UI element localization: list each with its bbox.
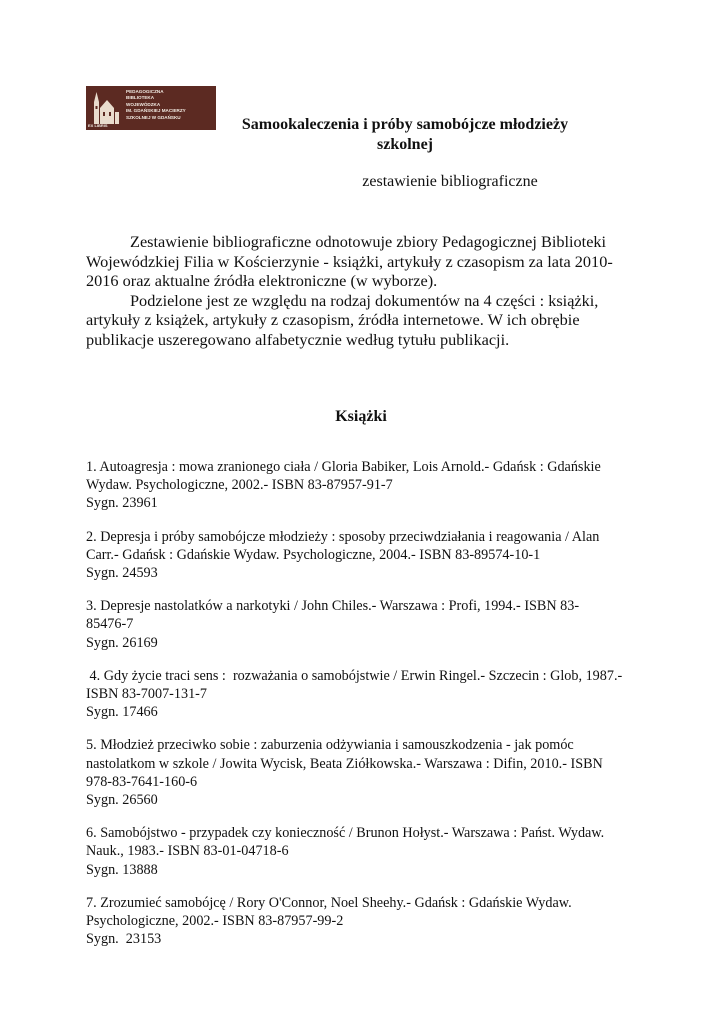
bibliography-entry xyxy=(86,894,636,949)
intro-section xyxy=(86,232,642,350)
entry-line: 978-83-7641-160-6 xyxy=(86,773,198,790)
entry-line: ISBN 83-7007-131-7 xyxy=(86,686,207,703)
intro-paragraph-2: Podzielone jest ze względu na rodzaj dokumentów na 4 części : książki, artykuły z książek, artykuły z czasopism, źródła internetowe. W ich obrębie publikacje uszeregowano alfabetycznie według tytułu publikacji. xyxy=(86,290,599,349)
section-heading-books: Książki xyxy=(335,408,387,425)
entry-line: 85476-7 xyxy=(86,616,134,633)
entry-signature: Sygn. 24593 xyxy=(86,565,158,582)
entry-signature: Sygn. 26169 xyxy=(86,634,158,651)
logo-line: WOJEWÓDZKA xyxy=(126,101,161,107)
logo-line: BIBLIOTEKA xyxy=(126,95,155,101)
title-line-1: Samookaleczenia i próby samobójcze młodzieży xyxy=(241,116,569,133)
document-subtitle: zestawienie bibliograficzne xyxy=(362,173,538,190)
logo-line: SZKOLNEJ W GDAŃSKU xyxy=(126,114,181,120)
entry-line: nastolatkom w szkole / Jowita Wycisk, Beata Ziółkowska.- Warszawa : Difin, 2010.- ISBN xyxy=(86,755,603,772)
entry-signature: Sygn. 23153 xyxy=(86,931,162,948)
entry-signature: Sygn. 23961 xyxy=(86,495,158,512)
document-title xyxy=(60,115,660,155)
bibliography-entry xyxy=(86,667,636,722)
title-line-2: szkolnej xyxy=(377,136,433,153)
entry-line: Psychologiczne, 2002.- ISBN 83-87957-99-2 xyxy=(86,913,344,930)
bibliography-entry xyxy=(86,458,636,513)
entry-line: Carr.- Gdańsk : Gdańskie Wydaw. Psychologiczne, 2004.- ISBN 83-89574-10-1 xyxy=(86,546,541,563)
entry-signature: Sygn. 13888 xyxy=(86,861,158,878)
entry-line: 4. Gdy życie traci sens : rozważania o samobójstwie / Erwin Ringel.- Szczecin : Glob, 1987.- xyxy=(86,667,623,684)
bibliography-entry xyxy=(86,736,636,809)
bibliography-list xyxy=(86,458,636,963)
bibliography-entry xyxy=(86,528,636,583)
entry-line: 5. Młodzież przeciwko sobie : zaburzenia odżywiania i samouszkodzenia - jak pomóc xyxy=(86,737,574,754)
logo-line: PEDAGOGICZNA xyxy=(126,89,164,94)
entry-line: 2. Depresja i próby samobójcze młodzieży : sposoby przeciwdziałania i reagowania / Alan xyxy=(86,528,600,545)
entry-line: 3. Depresje nastolatków a narkotyki / John Chiles.- Warszawa : Profi, 1994.- ISBN 83- xyxy=(86,598,580,615)
logo-line: IM. GDAŃSKIEJ MACIERZY xyxy=(126,108,186,114)
intro-paragraph-1: Zestawienie bibliograficzne odnotowuje zbiory Pedagogicznej Biblioteki Wojewódzkiej Filia w Kościerzynie - książki, artykuły z czasopism za lata 2010-2016 oraz aktualne źródła elektroniczne (w wyborze). xyxy=(86,232,613,291)
entry-signature: Sygn. 26560 xyxy=(86,792,158,809)
entry-line: Wydaw. Psychologiczne, 2002.- ISBN 83-87957-91-7 xyxy=(86,477,393,494)
entry-line: Nauk., 1983.- ISBN 83-01-04718-6 xyxy=(86,843,289,860)
bibliography-entry xyxy=(86,597,636,652)
exlibris-label: EX LIBRIS xyxy=(88,123,108,128)
entry-line: 6. Samobójstwo - przypadek czy konieczność / Brunon Hołyst.- Warszawa : Państ. Wydaw. xyxy=(86,825,605,842)
bibliography-entry xyxy=(86,824,636,879)
entry-signature: Sygn. 17466 xyxy=(86,704,158,721)
entry-line: 1. Autoagresja : mowa zranionego ciała / Gloria Babiker, Lois Arnold.- Gdańsk : Gdańskie xyxy=(86,459,601,475)
entry-line: 7. Zrozumieć samobójcę / Rory O'Connor, Noel Sheehy.- Gdańsk : Gdańskie Wydaw. xyxy=(86,894,572,911)
